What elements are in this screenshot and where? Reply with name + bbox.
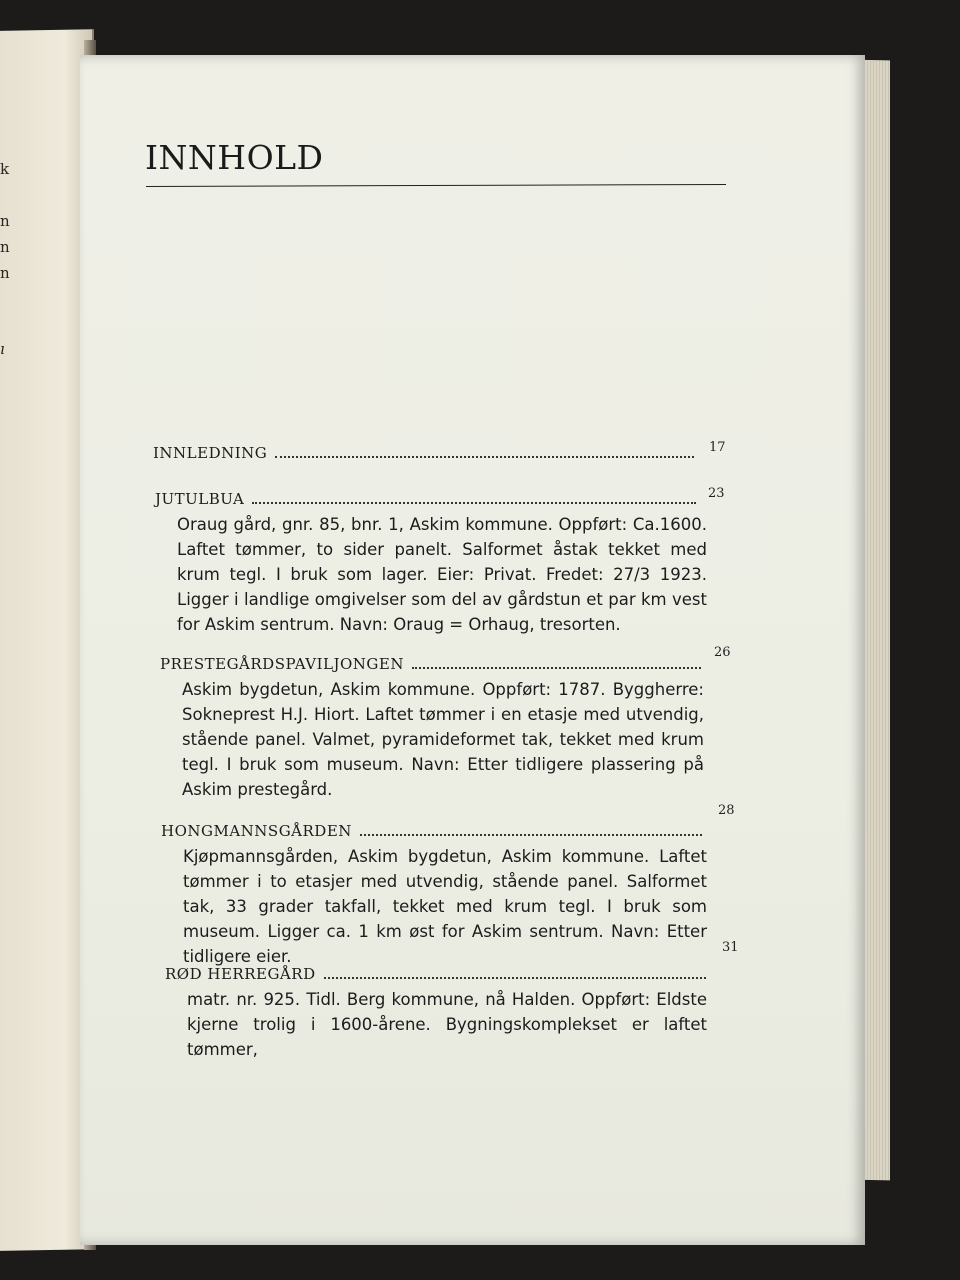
toc-entry-title: HONGMANNSGÅRDEN xyxy=(161,822,352,840)
dot-leader xyxy=(324,977,706,979)
dot-leader xyxy=(412,667,701,669)
toc-entry-hongmannsgarden xyxy=(161,822,706,969)
toc-entry-rod-herregard xyxy=(165,965,710,1062)
toc-entry-description: matr. nr. 925. Tidl. Berg kommune, nå Halden. Oppført: Eldste kjerne trolig i 1600-årene. Bygningskomplekset er laftet tømmer, xyxy=(187,990,707,1059)
facing-page-glyph: n xyxy=(0,238,10,256)
toc-entry-prestegardspaviljongen xyxy=(160,655,705,802)
page-title: INNHOLD xyxy=(145,138,324,177)
toc-page-number: 28 xyxy=(718,803,735,818)
toc-page-number: 31 xyxy=(722,940,739,955)
dot-leader xyxy=(275,456,694,458)
toc-page-number: 23 xyxy=(708,486,725,501)
toc-page-number: 26 xyxy=(714,645,731,660)
facing-page-glyph: n xyxy=(0,212,10,230)
facing-page-glyph: ı xyxy=(0,340,5,358)
contents-page xyxy=(80,55,865,1245)
toc-entry-title: JUTULBUA xyxy=(155,490,245,508)
toc-entry-innledning xyxy=(153,444,698,462)
toc-entry-title: INNLEDNING xyxy=(153,444,268,462)
toc-page-number: 17 xyxy=(709,440,726,455)
toc-entry-description: Kjøpmannsgården, Askim bygdetun, Askim kommune. Laftet tømmer i to etasjer med utvendig, stående panel. Salformet tak, 33 grader takfall, tekket med krum tegl. I bruk som museum. Ligger ca. 1 km øst for Askim sentrum. Navn: Etter tidligere eier. xyxy=(183,847,707,966)
dot-leader xyxy=(252,502,696,504)
dot-leader xyxy=(360,834,702,836)
toc-entry-jutulbua xyxy=(155,490,707,637)
toc-entry-title: RØD HERREGÅRD xyxy=(165,965,316,983)
facing-page-glyph: k xyxy=(0,160,10,178)
toc-entry-description: Askim bygdetun, Askim kommune. Oppført: 1787. Byggherre: Sokneprest H.J. Hiort. Laftet tømmer i en etasje med utvendig, stående panel. Valmet, pyramideformet tak, tekket med krum tegl. I bruk som museum. Navn: Etter tidligere plassering på Askim prestegård. xyxy=(182,680,704,799)
toc-entry-description: Oraug gård, gnr. 85, bnr. 1, Askim kommune. Oppført: Ca.1600. Laftet tømmer, to sider panelt. Salformet åstak tekket med krum tegl. I bruk som lager. Eier: Privat. Fredet: 27/3 1923. Ligger i landlige omgivelser som del av gårdstun et par km vest for Askim sentrum. Navn: Oraug = Orhaug, tresorten. xyxy=(177,515,707,634)
toc-entry-title: PRESTEGÅRDSPAVILJONGEN xyxy=(160,655,404,673)
facing-page-glyph: n xyxy=(0,264,10,282)
